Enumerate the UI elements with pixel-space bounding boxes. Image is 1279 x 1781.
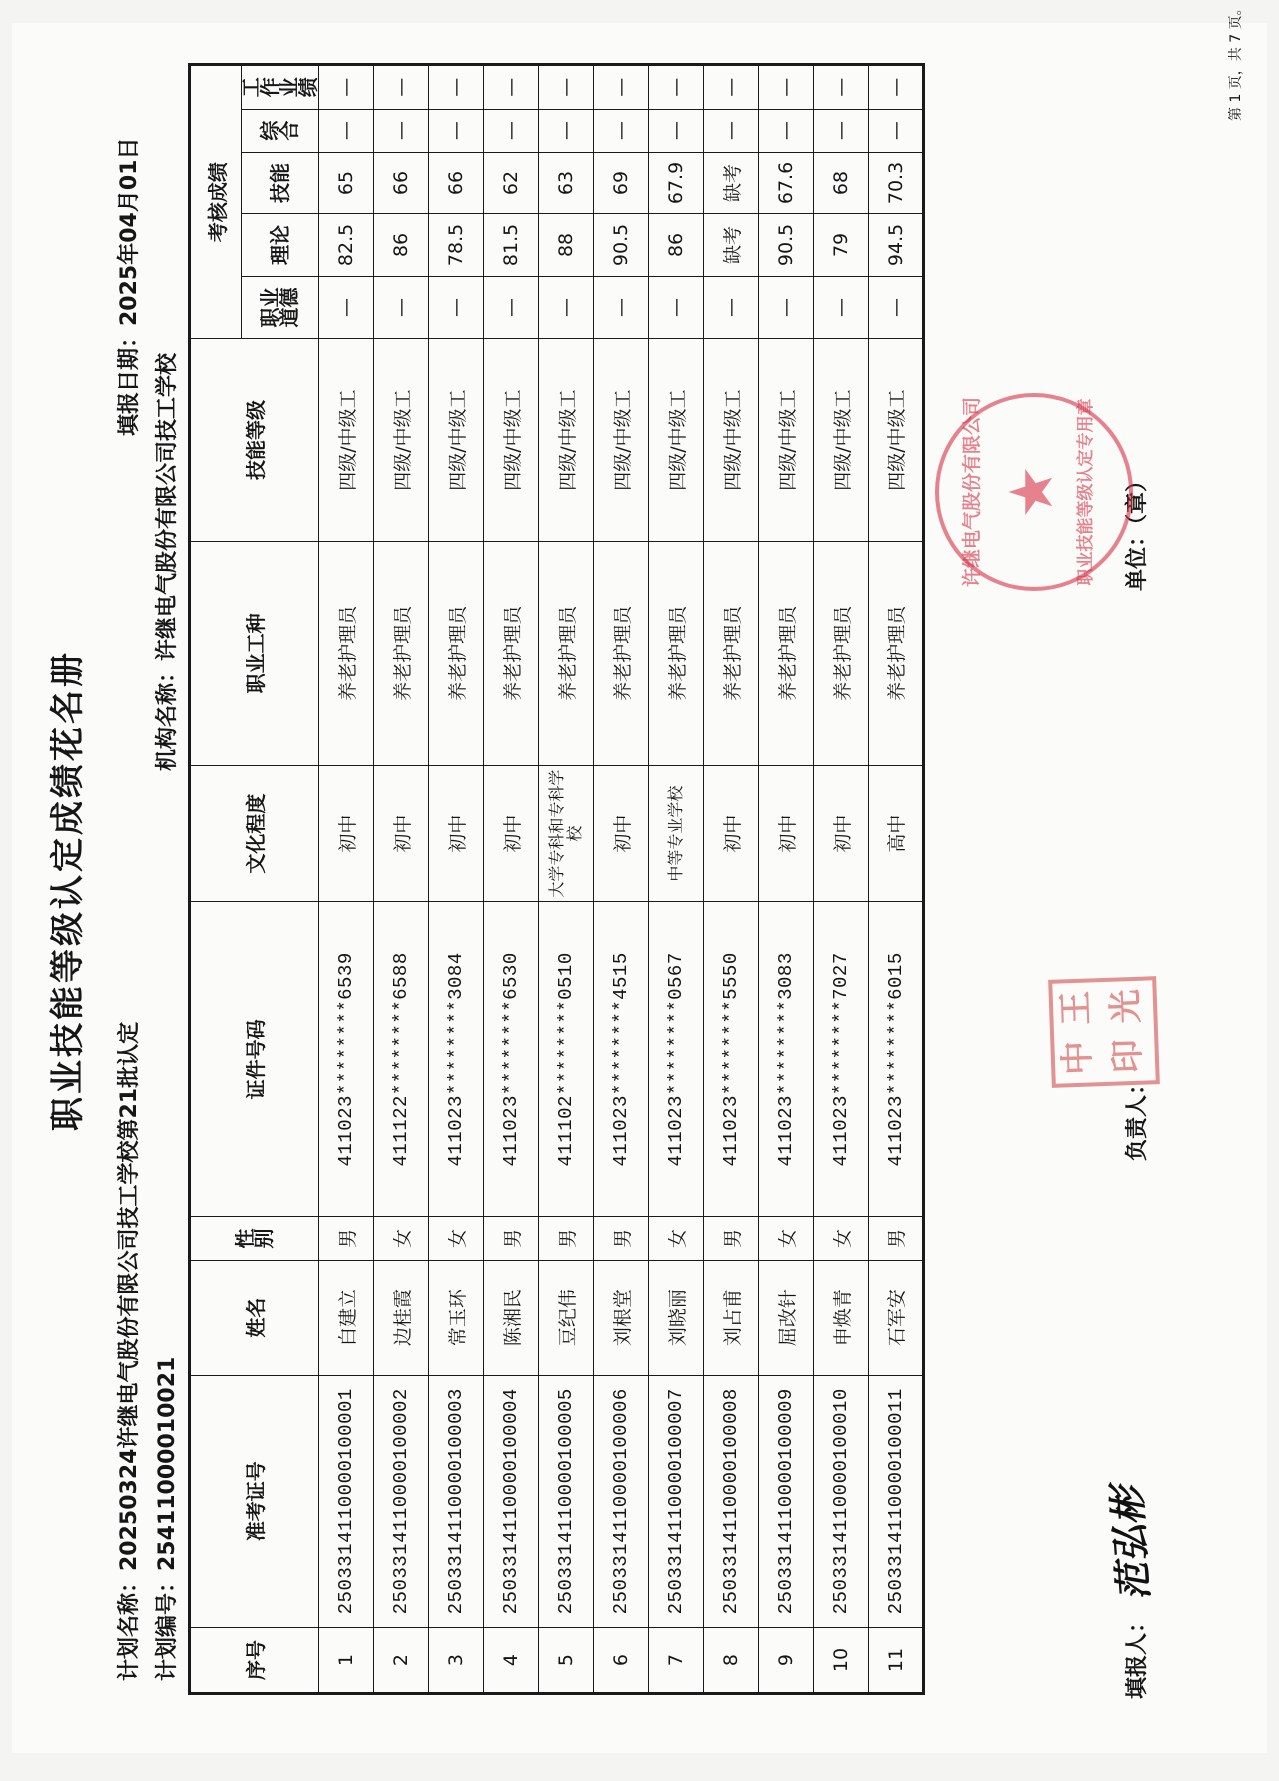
cell-name: 陈湘民 bbox=[484, 1260, 539, 1375]
header-id-no: 证件号码 bbox=[190, 902, 319, 1217]
cell-level: 四级/中级工 bbox=[869, 339, 924, 541]
cell-seq: 4 bbox=[484, 1628, 539, 1694]
header-gender: 性别 bbox=[190, 1217, 319, 1260]
cell-theory: 缺考 bbox=[704, 214, 759, 277]
cell-name: 刘占甫 bbox=[704, 1260, 759, 1375]
cell-occupation: 养老护理员 bbox=[759, 541, 814, 765]
cell-theory: 88 bbox=[539, 214, 594, 277]
cell-work: — bbox=[814, 65, 869, 110]
table-row bbox=[704, 65, 759, 1694]
cell-overall: — bbox=[759, 109, 814, 152]
cell-ethics: — bbox=[594, 276, 649, 339]
cell-work: — bbox=[539, 65, 594, 110]
cell-id-no: 411023********4515 bbox=[594, 902, 649, 1217]
cell-exam-id: 2503314110000100002 bbox=[374, 1375, 429, 1628]
cell-theory: 79 bbox=[814, 214, 869, 277]
cell-occupation: 养老护理员 bbox=[484, 541, 539, 765]
cell-seq: 3 bbox=[429, 1628, 484, 1694]
document-title: 职业技能等级认定成绩花名册 bbox=[48, 650, 88, 1131]
cell-education: 初中 bbox=[704, 765, 759, 902]
cell-overall: — bbox=[319, 109, 374, 152]
cell-id-no: 411023********6530 bbox=[484, 902, 539, 1217]
cell-theory: 82.5 bbox=[319, 214, 374, 277]
table-row bbox=[759, 65, 814, 1694]
cell-work: — bbox=[759, 65, 814, 110]
header-skill: 技能 bbox=[242, 152, 319, 213]
cell-name: 刘根堂 bbox=[594, 1260, 649, 1375]
cell-theory: 86 bbox=[649, 214, 704, 277]
cell-occupation: 养老护理员 bbox=[539, 541, 594, 765]
cell-education: 中等专业学校 bbox=[649, 765, 704, 902]
cell-level: 四级/中级工 bbox=[704, 339, 759, 541]
cell-id-no: 411023********7027 bbox=[814, 902, 869, 1217]
cell-gender: 女 bbox=[429, 1217, 484, 1260]
cell-work: — bbox=[594, 65, 649, 110]
cell-gender: 男 bbox=[594, 1217, 649, 1260]
page-footer: 第 1 页，共 7 页。 bbox=[1228, 1, 1244, 121]
cell-gender: 男 bbox=[319, 1217, 374, 1260]
cell-id-no: 411023********3083 bbox=[759, 902, 814, 1217]
cell-id-no: 411122********6588 bbox=[374, 902, 429, 1217]
cell-ethics: — bbox=[869, 276, 924, 339]
cell-seq: 10 bbox=[814, 1628, 869, 1694]
header-work: 工作业绩 bbox=[242, 65, 319, 110]
cell-ethics: — bbox=[704, 276, 759, 339]
organization-name: 机构名称：许继电气股份有限公司技工学校 bbox=[155, 352, 180, 771]
cell-work: — bbox=[319, 65, 374, 110]
official-seal bbox=[935, 393, 1133, 591]
cell-seq: 9 bbox=[759, 1628, 814, 1694]
header-ethics: 职业道德 bbox=[242, 276, 319, 339]
cell-ethics: — bbox=[374, 276, 429, 339]
cell-theory: 94.5 bbox=[869, 214, 924, 277]
cell-exam-id: 2503314110000100008 bbox=[704, 1375, 759, 1628]
cell-overall: — bbox=[594, 109, 649, 152]
cell-exam-id: 2503314110000100001 bbox=[319, 1375, 374, 1628]
cell-id-no: 411102********0510 bbox=[539, 902, 594, 1217]
cell-name: 豆纪伟 bbox=[539, 1260, 594, 1375]
cell-seq: 2 bbox=[374, 1628, 429, 1694]
cell-occupation: 养老护理员 bbox=[319, 541, 374, 765]
table-row bbox=[539, 65, 594, 1694]
cell-work: — bbox=[649, 65, 704, 110]
cell-level: 四级/中级工 bbox=[649, 339, 704, 541]
cell-gender: 男 bbox=[484, 1217, 539, 1260]
header-level: 技能等级 bbox=[190, 339, 319, 541]
seal-char: 印 bbox=[1107, 1038, 1149, 1074]
cell-theory: 78.5 bbox=[429, 214, 484, 277]
cell-id-no: 411023********5550 bbox=[704, 902, 759, 1217]
cell-seq: 1 bbox=[319, 1628, 374, 1694]
cell-skill: 70.3 bbox=[869, 152, 924, 213]
cell-gender: 男 bbox=[704, 1217, 759, 1260]
cell-overall: — bbox=[374, 109, 429, 152]
header-seq: 序号 bbox=[190, 1628, 319, 1694]
header-education: 文化程度 bbox=[190, 765, 319, 902]
plan-name: 计划名称：2025032​4许继电气股份有限公司技工学校第21批认定 bbox=[117, 1021, 142, 1681]
cell-overall: — bbox=[539, 109, 594, 152]
cell-name: 屈改针 bbox=[759, 1260, 814, 1375]
roster-body bbox=[319, 65, 924, 1694]
cell-skill: 66 bbox=[374, 152, 429, 213]
cell-id-no: 411023********3084 bbox=[429, 902, 484, 1217]
cell-skill: 66 bbox=[429, 152, 484, 213]
cell-occupation: 养老护理员 bbox=[429, 541, 484, 765]
cell-occupation: 养老护理员 bbox=[649, 541, 704, 765]
seal-bottom-text: 职业技能等级认定专用章 bbox=[1076, 398, 1096, 586]
cell-overall: — bbox=[429, 109, 484, 152]
cell-education: 初中 bbox=[594, 765, 649, 902]
cell-education: 初中 bbox=[429, 765, 484, 902]
cell-exam-id: 2503314110000100004 bbox=[484, 1375, 539, 1628]
cell-overall: — bbox=[649, 109, 704, 152]
cell-level: 四级/中级工 bbox=[484, 339, 539, 541]
cell-exam-id: 2503314110000100006 bbox=[594, 1375, 649, 1628]
cell-name: 边桂霞 bbox=[374, 1260, 429, 1375]
cell-work: — bbox=[429, 65, 484, 110]
cell-education: 初中 bbox=[759, 765, 814, 902]
cell-level: 四级/中级工 bbox=[429, 339, 484, 541]
cell-seq: 5 bbox=[539, 1628, 594, 1694]
fill-date: 填报日期：2025年04月01日 bbox=[117, 137, 142, 436]
cell-occupation: 养老护理员 bbox=[704, 541, 759, 765]
cell-ethics: — bbox=[759, 276, 814, 339]
header-theory: 理论 bbox=[242, 214, 319, 277]
cell-skill: 67.9 bbox=[649, 152, 704, 213]
header-exam-id: 准考证号 bbox=[190, 1375, 319, 1628]
cell-education: 大学专科和专科学校 bbox=[539, 765, 594, 902]
header-scores-group: 考核成绩 bbox=[190, 65, 242, 339]
cell-id-no: 411023********6015 bbox=[869, 902, 924, 1217]
cell-gender: 女 bbox=[759, 1217, 814, 1260]
cell-exam-id: 2503314110000100007 bbox=[649, 1375, 704, 1628]
cell-work: — bbox=[869, 65, 924, 110]
cell-id-no: 411023********6539 bbox=[319, 902, 374, 1217]
cell-level: 四级/中级工 bbox=[594, 339, 649, 541]
cell-occupation: 养老护理员 bbox=[869, 541, 924, 765]
seal-star-icon: ★ bbox=[997, 465, 1067, 519]
cell-ethics: — bbox=[429, 276, 484, 339]
cell-gender: 女 bbox=[374, 1217, 429, 1260]
table-row bbox=[484, 65, 539, 1694]
responsible-label: 负责人： bbox=[1125, 1072, 1150, 1161]
cell-theory: 86 bbox=[374, 214, 429, 277]
cell-theory: 90.5 bbox=[594, 214, 649, 277]
cell-gender: 女 bbox=[649, 1217, 704, 1260]
table-row bbox=[429, 65, 484, 1694]
cell-level: 四级/中级工 bbox=[539, 339, 594, 541]
header-occupation: 职业工种 bbox=[190, 541, 319, 765]
cell-skill: 67.6 bbox=[759, 152, 814, 213]
plan-number: 计划编号：25411000010021 bbox=[155, 1356, 180, 1681]
cell-exam-id: 2503314110000100009 bbox=[759, 1375, 814, 1628]
seal-top-text: 许继电气股份有限公司 bbox=[961, 396, 983, 587]
cell-skill: 62 bbox=[484, 152, 539, 213]
cell-skill: 68 bbox=[814, 152, 869, 213]
cell-overall: — bbox=[484, 109, 539, 152]
cell-gender: 女 bbox=[814, 1217, 869, 1260]
cell-level: 四级/中级工 bbox=[814, 339, 869, 541]
personal-seal bbox=[1048, 976, 1160, 1088]
cell-id-no: 411023********0567 bbox=[649, 902, 704, 1217]
cell-seq: 7 bbox=[649, 1628, 704, 1694]
seal-char: 王 bbox=[1055, 990, 1097, 1026]
cell-level: 四级/中级工 bbox=[319, 339, 374, 541]
cell-seq: 11 bbox=[869, 1628, 924, 1694]
cell-ethics: — bbox=[814, 276, 869, 339]
filler-label: 填报人： bbox=[1125, 1610, 1150, 1699]
cell-name: 申焕青 bbox=[814, 1260, 869, 1375]
cell-occupation: 养老护理员 bbox=[814, 541, 869, 765]
cell-education: 初中 bbox=[484, 765, 539, 902]
header-name: 姓名 bbox=[190, 1260, 319, 1375]
cell-occupation: 养老护理员 bbox=[594, 541, 649, 765]
cell-exam-id: 2503314110000100005 bbox=[539, 1375, 594, 1628]
cell-name: 常玉环 bbox=[429, 1260, 484, 1375]
filler-signature: 范弘彬 bbox=[1104, 1485, 1157, 1603]
table-row bbox=[649, 65, 704, 1694]
cell-education: 高中 bbox=[869, 765, 924, 902]
seal-char: 光 bbox=[1105, 988, 1147, 1024]
cell-name: 石军安 bbox=[869, 1260, 924, 1375]
cell-education: 初中 bbox=[374, 765, 429, 902]
cell-ethics: — bbox=[319, 276, 374, 339]
cell-gender: 男 bbox=[869, 1217, 924, 1260]
cell-ethics: — bbox=[484, 276, 539, 339]
unit-label: 单位：（章） bbox=[1125, 469, 1150, 591]
cell-level: 四级/中级工 bbox=[374, 339, 429, 541]
cell-occupation: 养老护理员 bbox=[374, 541, 429, 765]
cell-work: — bbox=[484, 65, 539, 110]
cell-seq: 8 bbox=[704, 1628, 759, 1694]
cell-ethics: — bbox=[539, 276, 594, 339]
cell-level: 四级/中级工 bbox=[759, 339, 814, 541]
table-row bbox=[594, 65, 649, 1694]
cell-skill: 63 bbox=[539, 152, 594, 213]
cell-overall: — bbox=[814, 109, 869, 152]
cell-name: 刘晓丽 bbox=[649, 1260, 704, 1375]
cell-overall: — bbox=[869, 109, 924, 152]
seal-char: 中 bbox=[1057, 1040, 1099, 1076]
cell-work: — bbox=[704, 65, 759, 110]
cell-exam-id: 2503314110000100010 bbox=[814, 1375, 869, 1628]
cell-exam-id: 2503314110000100003 bbox=[429, 1375, 484, 1628]
cell-theory: 81.5 bbox=[484, 214, 539, 277]
table-row bbox=[374, 65, 429, 1694]
table-row bbox=[869, 65, 924, 1694]
table-row bbox=[814, 65, 869, 1694]
cell-gender: 男 bbox=[539, 1217, 594, 1260]
cell-skill: 65 bbox=[319, 152, 374, 213]
cell-theory: 90.5 bbox=[759, 214, 814, 277]
header-overall: 综合 bbox=[242, 109, 319, 152]
cell-seq: 6 bbox=[594, 1628, 649, 1694]
cell-exam-id: 2503314110000100011 bbox=[869, 1375, 924, 1628]
cell-work: — bbox=[374, 65, 429, 110]
table-row bbox=[319, 65, 374, 1694]
cell-ethics: — bbox=[649, 276, 704, 339]
cell-overall: — bbox=[704, 109, 759, 152]
cell-name: 白建立 bbox=[319, 1260, 374, 1375]
cell-education: 初中 bbox=[814, 765, 869, 902]
cell-education: 初中 bbox=[319, 765, 374, 902]
score-roster-table bbox=[188, 63, 925, 1695]
cell-skill: 缺考 bbox=[704, 152, 759, 213]
cell-skill: 69 bbox=[594, 152, 649, 213]
